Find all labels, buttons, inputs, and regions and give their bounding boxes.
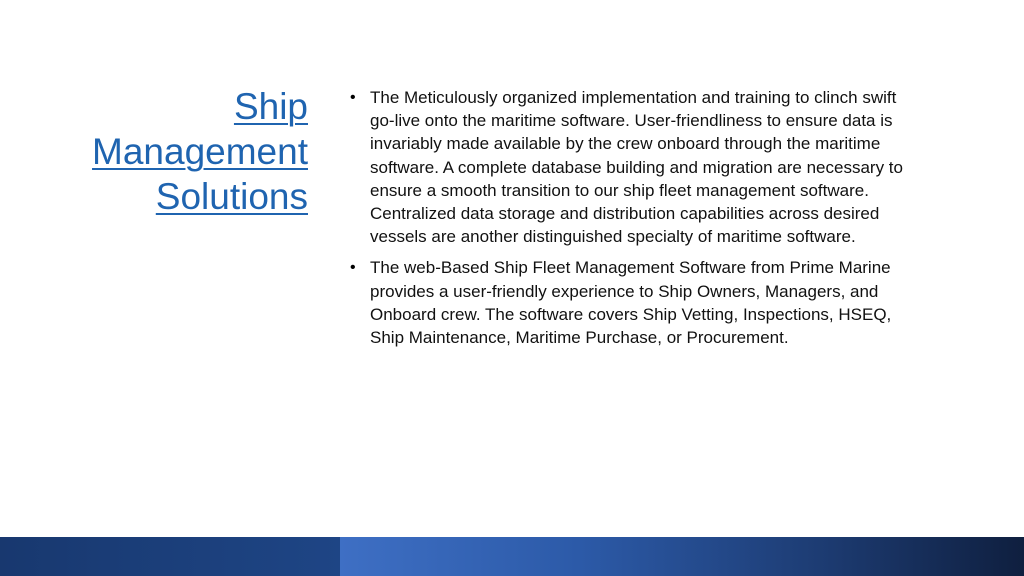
footer-bar <box>0 537 1024 576</box>
bullet-icon: • <box>350 259 356 277</box>
footer-bar-right <box>340 537 1024 576</box>
bullet-item <box>350 86 910 248</box>
title-link-line-2[interactable]: Management <box>92 131 308 172</box>
bullet-item <box>350 256 910 349</box>
bullet-icon: • <box>350 89 356 106</box>
title-link-line-1[interactable]: Ship <box>233 86 308 127</box>
slide-title[interactable] <box>40 84 308 219</box>
bullet-text: The web-Based Ship Fleet Management Software from Prime Marine provides a user-friendly experience to Ship Owners, Managers, and Onboard crew. The software covers Ship Vetting, Inspections, HSEQ, Ship Maintenance, Maritime Purchase, or Procurement. <box>370 258 892 348</box>
title-link-line-3[interactable]: Solutions <box>155 176 308 217</box>
footer-bar-left <box>0 537 340 576</box>
bullet-text: The Meticulously organized implementation and training to clinch swift go-live onto the maritime software. User-friendliness to ensure data is invariably made available by the crew onboard through the maritime software. A complete database building and migration are necessary to ensure a smooth transition to our ship fleet management software. Centralized data storage and distribution capabilities across desired vessels are another distinguished specialty of maritime software. <box>370 88 903 247</box>
bullet-list <box>350 86 910 357</box>
